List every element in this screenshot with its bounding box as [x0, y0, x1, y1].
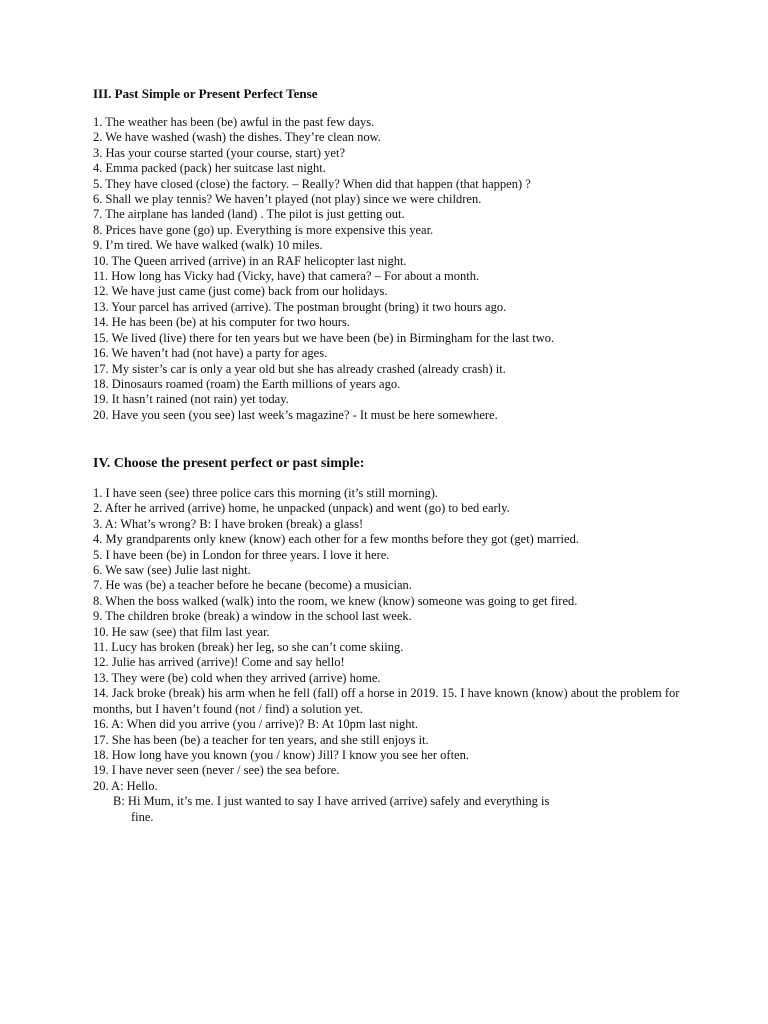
exercise-item-20-line-b: B: Hi Mum, it’s me. I just wanted to say I have arrived (arrive) safely and everything is	[113, 794, 550, 809]
section-3-exercise-list	[93, 115, 693, 423]
section-4-title: IV. Choose the present perfect or past simple:	[93, 456, 365, 471]
exercise-item: 14. He has been (be) at his computer for two hours.	[93, 315, 350, 330]
section-4-exercise-list	[93, 486, 693, 825]
exercise-item-20-line-a: 20. A: Hello.	[93, 778, 158, 793]
exercise-item: 3. Has your course started (your course, start) yet?	[93, 145, 345, 160]
exercise-item: 13. They were (be) cold when they arrived (arrive) home.	[93, 670, 381, 685]
exercise-item: 6. We saw (see) Julie last night.	[93, 563, 251, 578]
exercise-item: 5. I have been (be) in London for three years. I love it here.	[93, 547, 390, 562]
exercise-item: 12. Julie has arrived (arrive)! Come and say hello!	[93, 655, 345, 670]
exercise-item: 16. We haven’t had (not have) a party for ages.	[93, 346, 328, 361]
exercise-item: 8. Prices have gone (go) up. Everything is more expensive this year.	[93, 222, 434, 237]
exercise-item: 16. A: When did you arrive (you / arrive)? B: At 10pm last night.	[93, 717, 419, 732]
exercise-item: 5. They have closed (close) the factory. – Really? When did that happen (that happen) ?	[93, 176, 531, 191]
exercise-item: 7. The airplane has landed (land) . The pilot is just getting out.	[93, 207, 405, 222]
exercise-item: 17. My sister’s car is only a year old but she has already crashed (already crash) it.	[93, 361, 506, 376]
exercise-item: 11. Lucy has broken (break) her leg, so she can’t come skiing.	[93, 640, 404, 655]
exercise-item: 8. When the boss walked (walk) into the room, we knew (know) someone was going to get fired.	[93, 593, 578, 608]
exercise-item: 18. How long have you known (you / know) Jill? I know you see her often.	[93, 747, 469, 762]
exercise-item: 6. Shall we play tennis? We haven’t played (not play) since we were children.	[93, 192, 482, 207]
exercise-item-20	[93, 779, 693, 825]
exercise-item: 15. We lived (live) there for ten years but we have been (be) in Birmingham for the last two.	[93, 330, 555, 345]
exercise-item: 17. She has been (be) a teacher for ten years, and she still enjoys it.	[93, 732, 429, 747]
exercise-item: 9. The children broke (break) a window in the school last week.	[93, 609, 412, 624]
exercise-item: 10. He saw (see) that film last year.	[93, 624, 270, 639]
exercise-item: 19. It hasn’t rained (not rain) yet today.	[93, 392, 289, 407]
exercise-item: 19. I have never seen (never / see) the sea before.	[93, 763, 340, 778]
exercise-item: 9. I’m tired. We have walked (walk) 10 miles.	[93, 238, 323, 253]
exercise-item: 20. Have you seen (you see) last week’s magazine? - It must be here somewhere.	[93, 407, 498, 422]
exercise-item: 3. A: What’s wrong? B: I have broken (break) a glass!	[93, 516, 364, 531]
exercise-item: 14. Jack broke (break) his arm when he fell (fall) off a horse in 2019. 15. I have known (know) about the problem for months, but I haven’t found (not / find) a solution yet.	[93, 686, 680, 716]
exercise-item: 4. Emma packed (pack) her suitcase last night.	[93, 161, 326, 176]
exercise-item: 1. The weather has been (be) awful in the past few days.	[93, 115, 375, 129]
exercise-item: 7. He was (be) a teacher before he becane (become) a musician.	[93, 578, 412, 593]
exercise-item: 13. Your parcel has arrived (arrive). The postman brought (bring) it two hours ago.	[93, 299, 507, 314]
exercise-item: 18. Dinosaurs roamed (roam) the Earth millions of years ago.	[93, 376, 401, 391]
exercise-item-20-line-c: fine.	[131, 809, 154, 824]
exercise-item: 2. After he arrived (arrive) home, he unpacked (unpack) and went (go) to bed early.	[93, 501, 510, 516]
exercise-item: 12. We have just came (just come) back from our holidays.	[93, 284, 388, 299]
exercise-item: 4. My grandparents only knew (know) each other for a few months before they got (get) married.	[93, 532, 579, 547]
exercise-item: 10. The Queen arrived (arrive) in an RAF helicopter last night.	[93, 253, 407, 268]
exercise-item: 2. We have washed (wash) the dishes. They’re clean now.	[93, 130, 381, 145]
section-3-title: III. Past Simple or Present Perfect Tense	[93, 86, 318, 101]
exercise-item: 1. I have seen (see) three police cars this morning (it’s still morning).	[93, 486, 439, 500]
exercise-item: 11. How long has Vicky had (Vicky, have) that camera? – For about a month.	[93, 269, 480, 284]
